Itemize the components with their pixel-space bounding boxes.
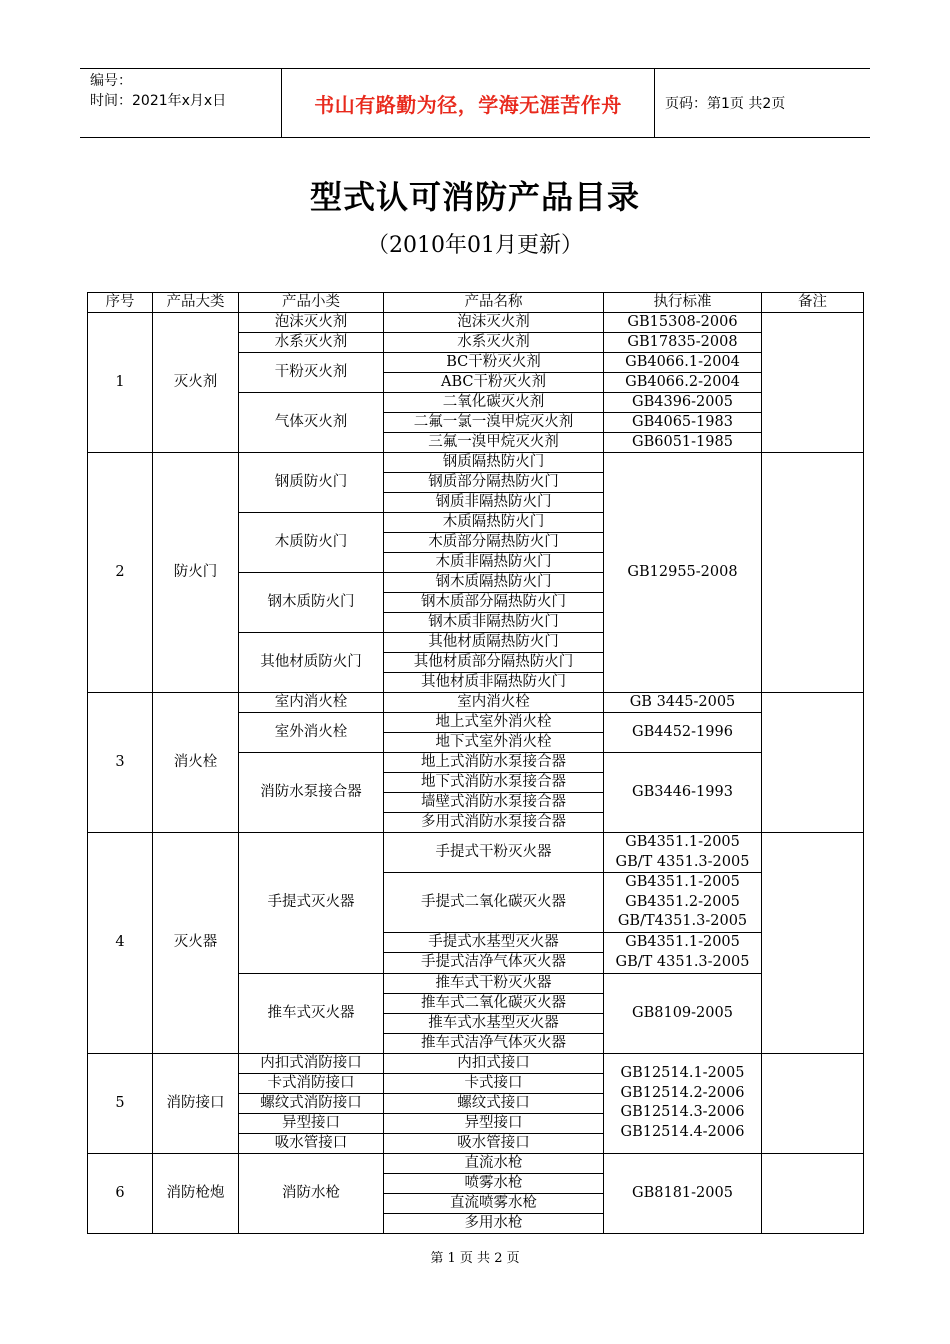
product-name-cell: 直流水枪 <box>384 1153 604 1173</box>
col-header-standard: 执行标准 <box>604 293 762 313</box>
row-number: 3 <box>88 693 153 833</box>
col-header-category: 产品大类 <box>153 293 239 313</box>
standard-line: GB12514.4-2006 <box>620 1123 745 1140</box>
subcategory-cell: 内扣式消防接口 <box>239 1053 384 1073</box>
header-page-number: 页码：第1页 共2页 <box>665 96 786 112</box>
standard-cell <box>604 932 762 973</box>
subcategory-cell: 卡式消防接口 <box>239 1073 384 1093</box>
remark-cell <box>762 313 864 453</box>
standard-cell: GB17835-2008 <box>604 333 762 353</box>
product-name-cell: BC干粉灭火剂 <box>384 353 604 373</box>
standard-cell: GB6051-1985 <box>604 433 762 453</box>
row-number: 1 <box>88 313 153 453</box>
subcategory-cell: 其他材质防火门 <box>239 633 384 693</box>
product-name-cell: 钢木质隔热防火门 <box>384 573 604 593</box>
time-label: 时间：2021年x月x日 <box>90 93 227 109</box>
code-label: 编号： <box>90 73 132 89</box>
product-name-cell: 钢质非隔热防火门 <box>384 493 604 513</box>
remark-cell <box>762 693 864 833</box>
product-name-cell: 卡式接口 <box>384 1073 604 1093</box>
category-cell: 消火栓 <box>153 693 239 833</box>
table-row <box>88 833 864 873</box>
standard-line: GB/T4351.3-2005 <box>617 913 748 929</box>
product-name-cell: 钢木质部分隔热防火门 <box>384 593 604 613</box>
subcategory-cell: 干粉灭火剂 <box>239 353 384 393</box>
product-name-cell: 其他材质非隔热防火门 <box>384 673 604 693</box>
product-name-cell: 其他材质部分隔热防火门 <box>384 653 604 673</box>
product-name-cell: 地下式室外消火栓 <box>384 733 604 753</box>
product-name-cell: 推车式洁净气体灭火器 <box>384 1033 604 1053</box>
col-header-remark: 备注 <box>762 293 864 313</box>
product-name-cell: 吸水管接口 <box>384 1133 604 1153</box>
standard-cell: GB3446-1993 <box>604 753 762 833</box>
product-name-cell: 木质非隔热防火门 <box>384 553 604 573</box>
product-name-cell: 地上式消防水泵接合器 <box>384 753 604 773</box>
standard-cell: GB4452-1996 <box>604 713 762 753</box>
subcategory-cell: 吸水管接口 <box>239 1133 384 1153</box>
subcategory-cell: 钢木质防火门 <box>239 573 384 633</box>
standard-cell: GB4066.1-2004 <box>604 353 762 373</box>
product-name-cell: 内扣式接口 <box>384 1053 604 1073</box>
category-cell: 灭火剂 <box>153 313 239 453</box>
standard-cell: GB15308-2006 <box>604 313 762 333</box>
product-name-cell: ABC干粉灭火剂 <box>384 373 604 393</box>
remark-cell <box>762 1153 864 1233</box>
standard-cell: GB4396-2005 <box>604 393 762 413</box>
product-name-cell: 木质部分隔热防火门 <box>384 533 604 553</box>
row-number: 5 <box>88 1053 153 1153</box>
product-name-cell: 室内消火栓 <box>384 693 604 713</box>
col-header-product-name: 产品名称 <box>384 293 604 313</box>
standard-cell: GB4065-1983 <box>604 413 762 433</box>
subcategory-cell: 室外消火栓 <box>239 713 384 753</box>
product-name-cell: 推车式干粉灭火器 <box>384 973 604 993</box>
product-name-cell: 多用水枪 <box>384 1213 604 1233</box>
subcategory-cell: 钢质防火门 <box>239 453 384 513</box>
standard-cell: GB12955-2008 <box>604 453 762 693</box>
standard-cell: GB 3445-2005 <box>604 693 762 713</box>
product-name-cell <box>384 932 604 973</box>
page-title: 型式认可消防产品目录 <box>309 178 640 216</box>
table-row <box>88 693 864 713</box>
subcategory-cell: 异型接口 <box>239 1113 384 1133</box>
standard-line: GB4351.1-2005 <box>625 874 740 890</box>
product-name-cell: 墙壁式消防水泵接合器 <box>384 793 604 813</box>
product-name-cell: 螺纹式接口 <box>384 1093 604 1113</box>
table-header-row <box>88 293 864 313</box>
subcategory-cell: 室内消火栓 <box>239 693 384 713</box>
product-name-cell: 三氟一溴甲烷灭火剂 <box>384 433 604 453</box>
subcategory-cell: 推车式灭火器 <box>239 973 384 1053</box>
category-cell: 防火门 <box>153 453 239 693</box>
table-row <box>88 313 864 333</box>
row-number: 6 <box>88 1153 153 1233</box>
row-number: 2 <box>88 453 153 693</box>
product-name-cell: 二氧化碳灭火剂 <box>384 393 604 413</box>
product-name-cell: 多用式消防水泵接合器 <box>384 813 604 833</box>
subcategory-cell: 水系灭火剂 <box>239 333 384 353</box>
standard-line: GB12514.2-2006 <box>620 1084 745 1101</box>
standard-cell <box>604 873 762 933</box>
product-name-cell: 泡沫灭火剂 <box>384 313 604 333</box>
standard-line: GB4351.1-2005 <box>625 834 740 850</box>
subcategory-cell: 螺纹式消防接口 <box>239 1093 384 1113</box>
product-name-cell: 异型接口 <box>384 1113 604 1133</box>
standard-line: GB4351.1-2005 <box>625 934 740 950</box>
table-row <box>88 1153 864 1173</box>
product-catalog-table <box>87 292 864 1234</box>
product-name-cell: 地上式室外消火栓 <box>384 713 604 733</box>
product-name-cell: 水系灭火剂 <box>384 333 604 353</box>
category-cell: 消防接口 <box>153 1053 239 1153</box>
standard-cell <box>604 833 762 873</box>
product-name-cell: 钢质隔热防火门 <box>384 453 604 473</box>
product-name-cell: 推车式二氧化碳灭火器 <box>384 993 604 1013</box>
page-header <box>80 68 870 138</box>
row-number: 4 <box>88 833 153 1054</box>
product-name-cell: 地下式消防水泵接合器 <box>384 773 604 793</box>
remark-cell <box>762 833 864 1054</box>
subcategory-cell: 泡沫灭火剂 <box>239 313 384 333</box>
standard-line: GB/T 4351.3-2005 <box>615 953 750 970</box>
table-row <box>88 453 864 473</box>
table-row <box>88 1053 864 1073</box>
standard-cell: GB8181-2005 <box>604 1153 762 1233</box>
standard-line: GB12514.3-2006 <box>620 1104 745 1120</box>
product-name-cell: 钢质部分隔热防火门 <box>384 473 604 493</box>
product-name-cell: 推车式水基型灭火器 <box>384 1013 604 1033</box>
product-name-cell: 钢木质非隔热防火门 <box>384 613 604 633</box>
subcategory-cell: 消防水泵接合器 <box>239 753 384 833</box>
standard-cell: GB4066.2-2004 <box>604 373 762 393</box>
product-name-cell: 其他材质隔热防火门 <box>384 633 604 653</box>
page-footer: 第 1 页 共 2 页 <box>430 1251 520 1266</box>
standard-cell <box>604 1053 762 1153</box>
page-subtitle: （2010年01月更新） <box>367 233 583 258</box>
product-name-cell: 直流喷雾水枪 <box>384 1193 604 1213</box>
standard-line: GB/T 4351.3-2005 <box>615 853 750 870</box>
product-name-cell: 手提式二氧化碳灭火器 <box>384 873 604 933</box>
subcategory-cell: 消防水枪 <box>239 1153 384 1233</box>
subcategory-cell: 木质防火门 <box>239 513 384 573</box>
standard-line: GB12514.1-2005 <box>620 1065 745 1081</box>
category-cell: 消防枪炮 <box>153 1153 239 1233</box>
col-header-no: 序号 <box>88 293 153 313</box>
category-cell: 灭火器 <box>153 833 239 1054</box>
col-header-subcategory: 产品小类 <box>239 293 384 313</box>
subcategory-cell: 气体灭火剂 <box>239 393 384 453</box>
product-name-line: 手提式洁净气体灭火器 <box>421 954 566 970</box>
remark-cell <box>762 453 864 693</box>
header-motto: 书山有路勤为径，学海无涯苦作舟 <box>282 69 655 137</box>
product-name-cell: 木质隔热防火门 <box>384 513 604 533</box>
product-name-cell: 二氟一氯一溴甲烷灭火剂 <box>384 413 604 433</box>
product-name-cell: 手提式干粉灭火器 <box>384 833 604 873</box>
remark-cell <box>762 1053 864 1153</box>
header-meta <box>80 69 282 137</box>
standard-line: GB4351.2-2005 <box>625 893 740 910</box>
standard-cell: GB8109-2005 <box>604 973 762 1053</box>
subcategory-cell: 手提式灭火器 <box>239 833 384 974</box>
product-name-line: 手提式水基型灭火器 <box>384 933 603 954</box>
product-name-cell: 喷雾水枪 <box>384 1173 604 1193</box>
